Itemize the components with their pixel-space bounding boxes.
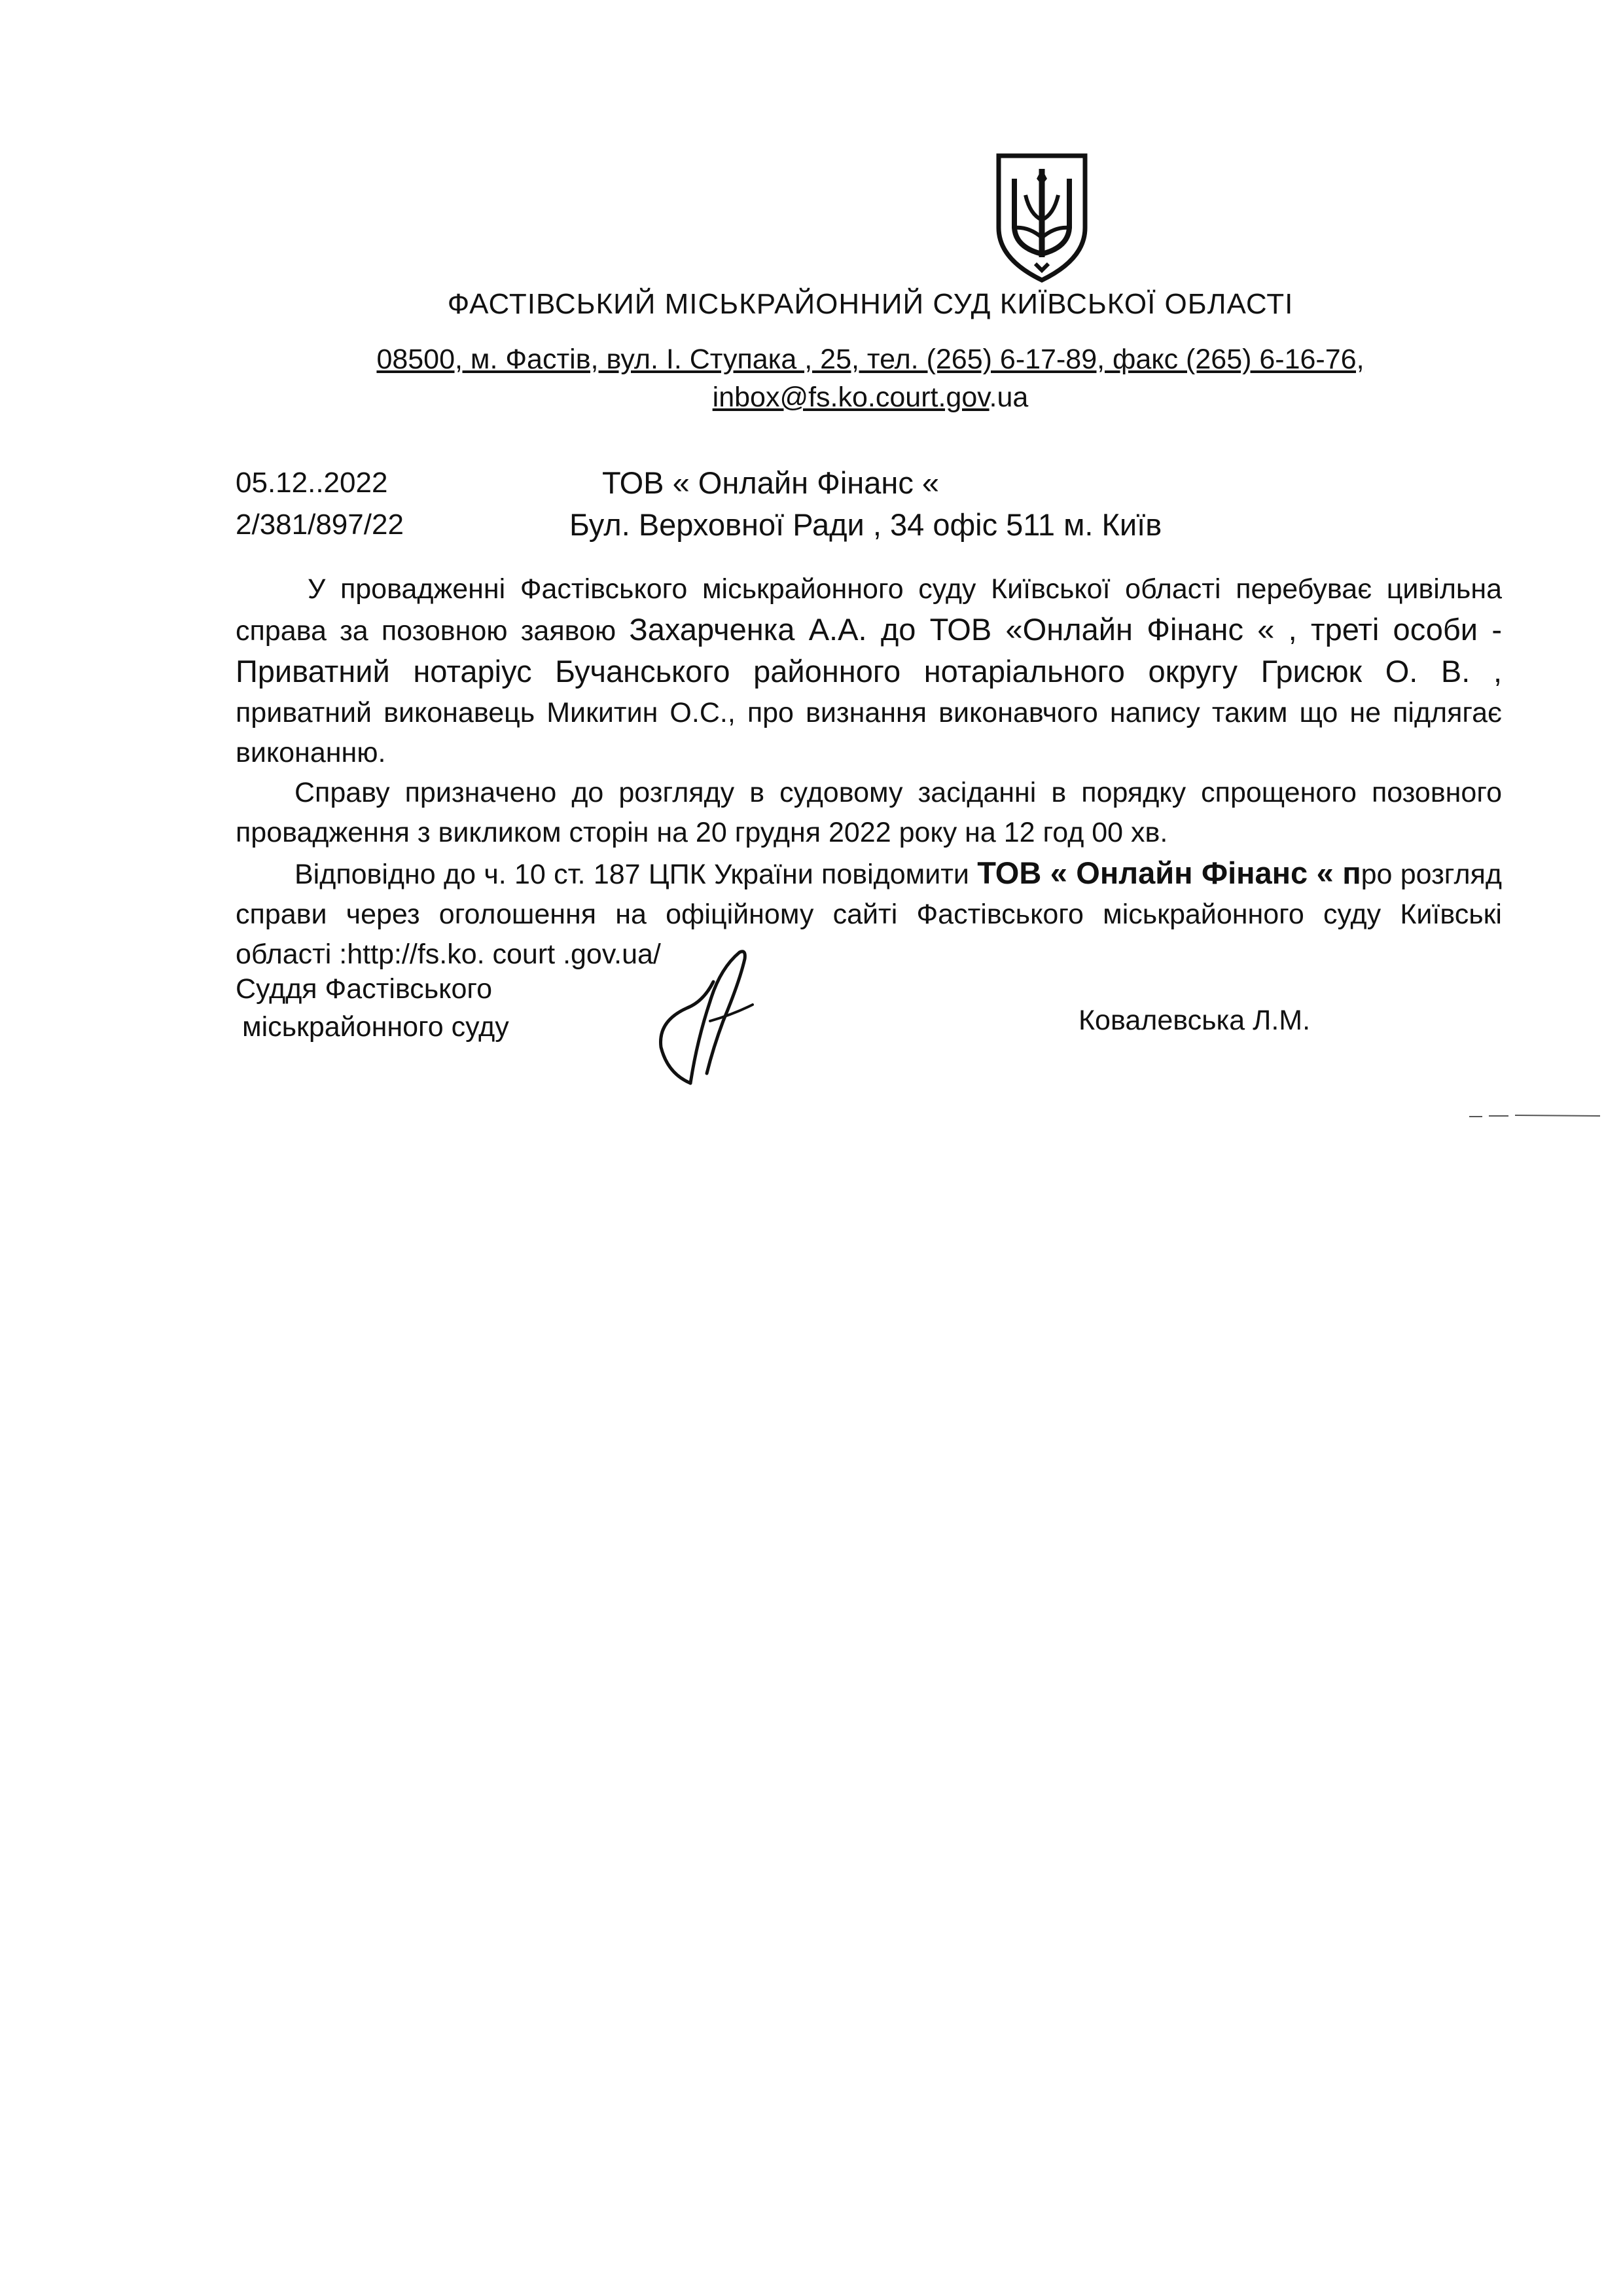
paragraph-case <box>236 569 1502 773</box>
address-line: 08500, м. Фастів, вул. І. Ступака , 25, тел. (265) 6-17-89, факс (265) 6-16-76, <box>376 344 1364 375</box>
p1-parties: Захарченка А.А. до ТОВ «Онлайн Фінанс « , треті особи - Приватний нотаріус Бучанського районного нотаріального округу Грисюк О. В. , <box>236 612 1502 689</box>
addressee-block <box>569 462 1162 546</box>
addressee-name: ТОВ « Онлайн Фінанс « <box>602 465 940 500</box>
email-underlined: inbox@fs.ko.court.gov <box>712 382 990 413</box>
p1-text-2: приватний виконавець Микитин О.С., про визнання виконавчого напису таким що не підлягає виконанню. <box>236 697 1502 768</box>
paragraph-notice <box>236 853 1502 975</box>
p3-addressee-bold: ТОВ « Онлайн Фінанс « п <box>977 855 1361 890</box>
judge-title-line2: міськрайонного суду <box>242 1011 509 1043</box>
coat-of-arms-icon <box>990 149 1094 287</box>
letter-body <box>236 569 1502 975</box>
court-address <box>249 340 1492 416</box>
addressee-address: Бул. Верховної Ради , 34 офіс 511 м. Київ <box>569 507 1162 542</box>
email-suffix: .ua <box>989 382 1029 413</box>
court-name: ФАСТІВСЬКИЙ МІСЬКРАЙОННИЙ СУД КИЇВСЬКОЇ ОБЛАСТІ <box>447 288 1294 320</box>
paragraph-hearing: Справу призначено до розгляду в судовому засіданні в порядку спрощеного позовного провадження з викликом сторін на 20 грудня 2022 року на 12 год 00 хв. <box>236 777 1502 848</box>
case-number: 2/381/897/22 <box>236 509 404 541</box>
p3-text-1: Відповідно до ч. 10 ст. 187 ЦПК України повідомити <box>294 859 978 890</box>
judge-title-line1: Суддя Фастівського <box>236 973 493 1005</box>
judge-name: Ковалевська Л.М. <box>1079 1005 1311 1036</box>
judge-title <box>236 970 509 1046</box>
letter-date: 05.12..2022 <box>236 467 388 499</box>
p3-text-2: ро розгляд справи через оголошення на офіційному сайті Фастівського міськрайонного суду Київські області :http://fs.ko. court .gov.ua/ <box>236 859 1502 970</box>
scan-mark <box>1469 1113 1600 1119</box>
email-line <box>249 378 1492 416</box>
signature-icon <box>641 942 785 1093</box>
p1-text-1: У провадженні Фастівського міськрайонного суду Київської області перебуває цивільна справа за позовною заявою <box>236 573 1502 647</box>
letter-meta <box>236 462 404 546</box>
